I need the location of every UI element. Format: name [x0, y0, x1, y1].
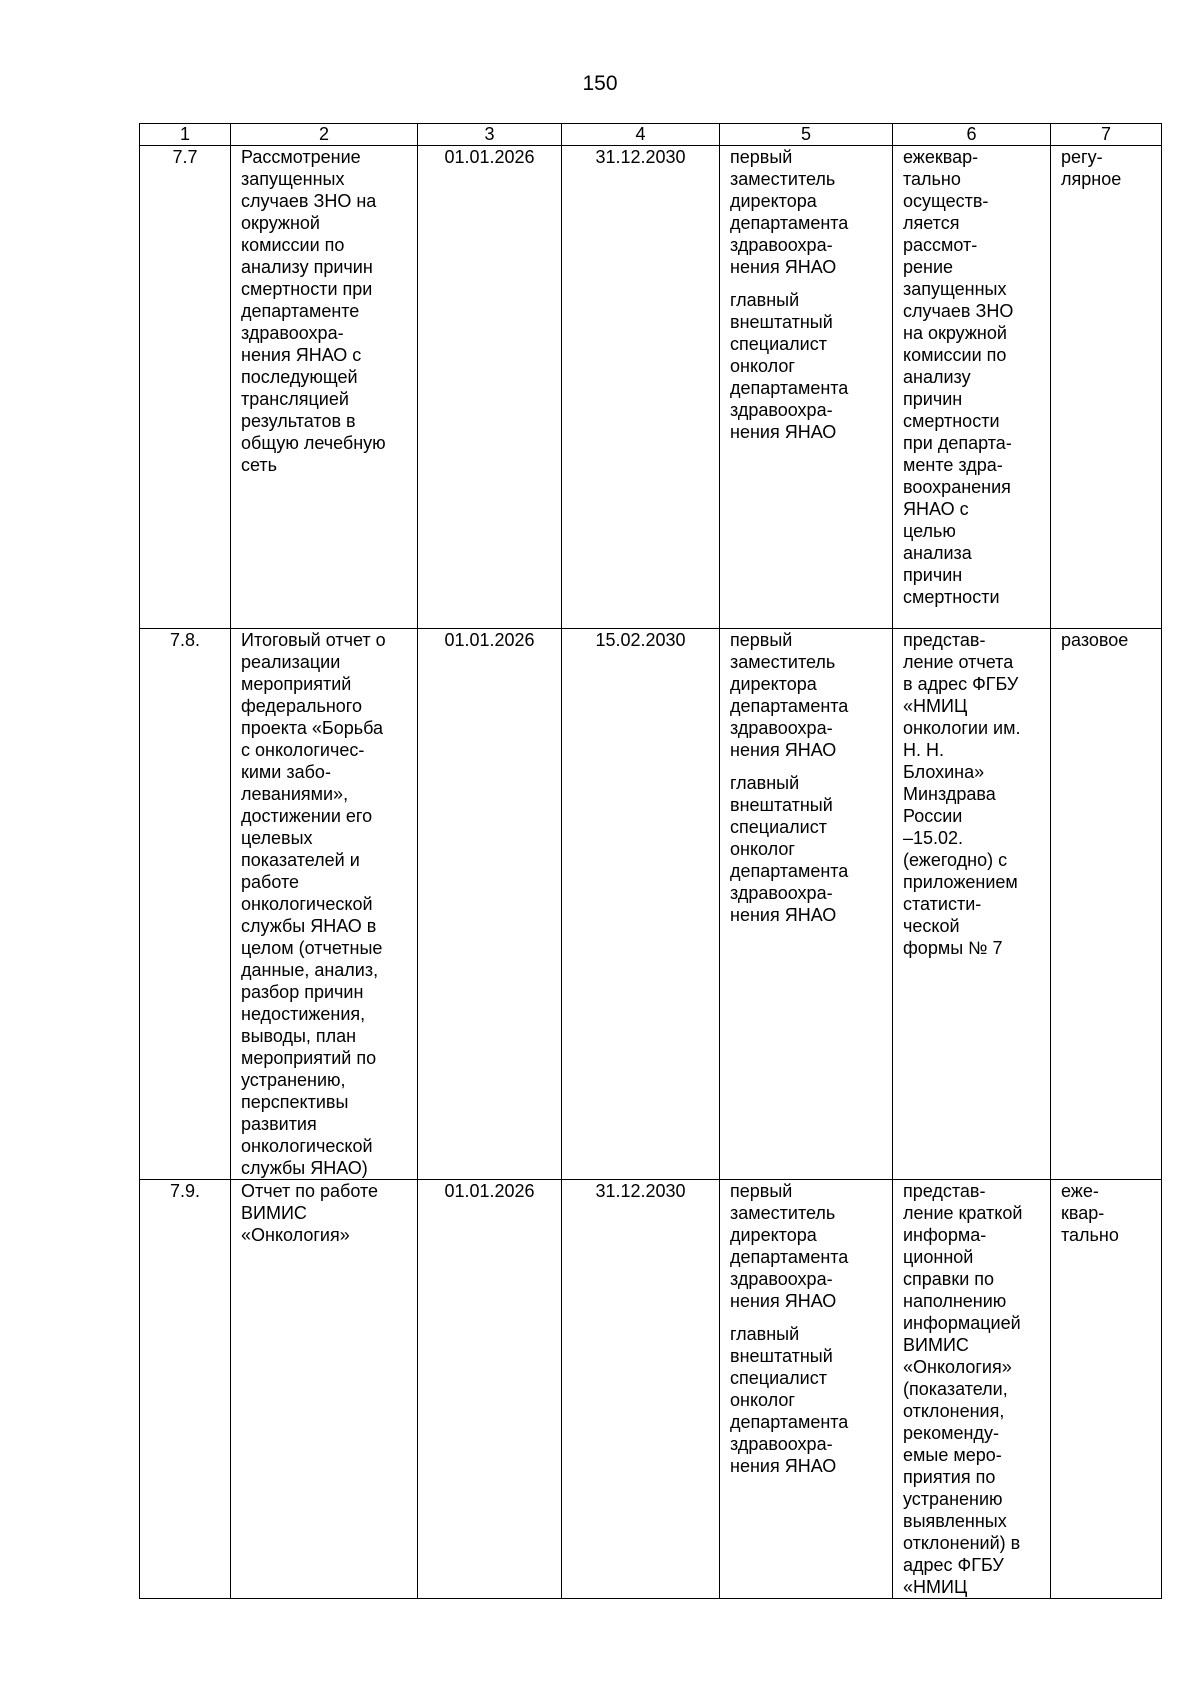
- result-cell: [893, 146, 1051, 629]
- cell-text-line: рекоменду-: [903, 1423, 999, 1443]
- cell-text-line: кими забо-: [241, 762, 331, 782]
- cell-text-line: внештатный: [730, 312, 833, 332]
- cell-text-line: заместитель: [730, 1203, 836, 1223]
- header-cell-7: 7: [1051, 124, 1162, 146]
- cell-text-line: здравоохра-: [730, 1434, 833, 1454]
- start-date-cell: 01.01.2026: [418, 146, 562, 629]
- cell-text-line: комиссии по: [903, 345, 1007, 365]
- cell-text-line: информацией: [903, 1313, 1021, 1333]
- cell-text-line: квар-: [1061, 1203, 1105, 1223]
- cell-text-line: Блохина»: [903, 762, 985, 782]
- cell-text-line: ляется: [903, 213, 960, 233]
- cell-text-line: трансляцией: [241, 389, 349, 409]
- cell-text-line: приятия по: [903, 1467, 996, 1487]
- cell-text-line: «Онкология»: [903, 1357, 1012, 1377]
- result-cell: [893, 629, 1051, 1180]
- cell-text-line: службы ЯНАО в: [241, 916, 377, 936]
- cell-text-line: смертности: [903, 411, 1000, 431]
- cell-text-line: «НМИЦ: [903, 1577, 968, 1597]
- cell-text-line: мероприятий по: [241, 1048, 377, 1068]
- cell-text-line: департамента: [730, 1412, 849, 1432]
- table-row: [140, 146, 1162, 629]
- header-cell-1: 1: [140, 124, 231, 146]
- cell-text-line: наполнению: [903, 1291, 1007, 1311]
- cell-text-line: заместитель: [730, 169, 836, 189]
- cell-text-line: адрес ФГБУ: [903, 1555, 1004, 1575]
- cell-text-line: нения ЯНАО с: [241, 345, 362, 365]
- cell-text-line: реализации: [241, 652, 341, 672]
- cell-text-line: работе: [241, 872, 299, 892]
- cell-text-line: здравоохра-: [241, 323, 344, 343]
- cell-text-line: ление краткой: [903, 1203, 1023, 1223]
- cell-text-line: при департа-: [903, 433, 1012, 453]
- header-cell-6: 6: [893, 124, 1051, 146]
- cell-text-line: онколог: [730, 356, 795, 376]
- paragraph-gap: [730, 1312, 882, 1323]
- cell-text-line: случаев ЗНО на: [241, 191, 377, 211]
- cell-text-line: представ-: [903, 630, 986, 650]
- cell-text-line: мероприятий: [241, 674, 352, 694]
- cell-text-line: анализа: [903, 543, 972, 563]
- cell-text-line: федерального: [241, 696, 362, 716]
- cell-text-line: ЯНАО с: [903, 499, 969, 519]
- cell-text-line: нения ЯНАО: [730, 257, 837, 277]
- cell-text-line: департаменте: [241, 301, 360, 321]
- cell-text-line: лярное: [1061, 169, 1122, 189]
- cell-text-line: смертности при: [241, 279, 373, 299]
- cell-text-line: целевых: [241, 828, 313, 848]
- cell-text-line: нения ЯНАО: [730, 905, 837, 925]
- cell-text-line: анализу причин: [241, 257, 373, 277]
- cell-text-line: причин: [903, 389, 963, 409]
- cell-text-line: смертности: [903, 587, 1000, 607]
- cell-text-line: причин: [903, 565, 963, 585]
- cell-text-line: недостижения,: [241, 1004, 366, 1024]
- cell-text-line: отклонения,: [903, 1401, 1005, 1421]
- cell-text-line: главный: [730, 773, 800, 793]
- event-name-cell: [231, 1180, 418, 1599]
- responsible-cell: [720, 629, 893, 1180]
- cell-text-line: департамента: [730, 378, 849, 398]
- cell-text-line: Рассмотрение: [241, 147, 361, 167]
- cell-text-line: нения ЯНАО: [730, 1456, 837, 1476]
- header-cell-4: 4: [562, 124, 720, 146]
- cell-text-line: внештатный: [730, 1346, 833, 1366]
- cell-text-line: осуществ-: [903, 191, 989, 211]
- cell-text-line: последующей: [241, 367, 358, 387]
- cell-text-line: разбор причин: [241, 982, 364, 1002]
- type-cell: [1051, 629, 1162, 1180]
- row-number-cell: 7.9.: [140, 1180, 231, 1599]
- cell-text-line: воохранения: [903, 477, 1011, 497]
- cell-text-line: онкологической: [241, 894, 373, 914]
- cell-text-line: приложением: [903, 872, 1018, 892]
- cell-text-line: перспективы: [241, 1092, 349, 1112]
- responsible-cell: [720, 1180, 893, 1599]
- cell-text-line: развития: [241, 1114, 317, 1134]
- cell-text-line: здравоохра-: [730, 235, 833, 255]
- cell-text-line: запущенных: [241, 169, 345, 189]
- cell-text-line: онколог: [730, 1390, 795, 1410]
- cell-text-line: онкологии им.: [903, 718, 1021, 738]
- start-date-cell: 01.01.2026: [418, 629, 562, 1180]
- cell-text-line: Минздрава: [903, 784, 996, 804]
- cell-text-line: рассмот-: [903, 235, 978, 255]
- cell-text-line: внештатный: [730, 795, 833, 815]
- cell-text-line: леваниями»,: [241, 784, 349, 804]
- end-date-cell: 15.02.2030: [562, 629, 720, 1180]
- header-cell-5: 5: [720, 124, 893, 146]
- start-date-cell: 01.01.2026: [418, 1180, 562, 1599]
- cell-text-line: тально: [1061, 1225, 1119, 1245]
- cell-text-line: регу-: [1061, 147, 1103, 167]
- cell-text-line: России: [903, 806, 963, 826]
- cell-text-line: результатов в: [241, 411, 356, 431]
- cell-text-line: ежеквар-: [903, 147, 979, 167]
- cell-text-line: целью: [903, 521, 956, 541]
- header-cell-2: 2: [231, 124, 418, 146]
- cell-text-line: выявленных: [903, 1511, 1007, 1531]
- cell-text-line: общую лечебную: [241, 433, 386, 453]
- paragraph-gap: [730, 761, 882, 772]
- table-row: [140, 1180, 1162, 1599]
- cell-text-line: ционной: [903, 1247, 974, 1267]
- cell-text-line: директора: [730, 674, 817, 694]
- end-date-cell: 31.12.2030: [562, 1180, 720, 1599]
- cell-text-line: емые меро-: [903, 1445, 1002, 1465]
- event-name-cell: [231, 629, 418, 1180]
- cell-text-line: директора: [730, 191, 817, 211]
- cell-text-line: формы № 7: [903, 938, 1003, 958]
- row-number-cell: 7.7: [140, 146, 231, 629]
- cell-text-line: Н. Н.: [903, 740, 945, 760]
- cell-text-line: департамента: [730, 861, 849, 881]
- cell-text-line: «Онкология»: [241, 1225, 350, 1245]
- cell-text-line: отклонений) в: [903, 1533, 1021, 1553]
- cell-text-line: анализу: [903, 367, 971, 387]
- cell-text-line: нения ЯНАО: [730, 740, 837, 760]
- cell-text-line: департамента: [730, 1247, 849, 1267]
- cell-text-line: устранению: [903, 1489, 1003, 1509]
- cell-text-line: главный: [730, 290, 800, 310]
- cell-text-line: –15.02.: [903, 828, 964, 848]
- cell-text-line: специалист: [730, 334, 827, 354]
- cell-text-line: представ-: [903, 1181, 986, 1201]
- cell-text-line: Отчет по работе: [241, 1181, 379, 1201]
- page-number: 150: [582, 72, 618, 95]
- cell-text-line: устранению,: [241, 1070, 346, 1090]
- cell-text-line: департамента: [730, 213, 849, 233]
- cell-text-line: ВИМИС: [241, 1203, 307, 1223]
- cell-text-line: менте здра-: [903, 455, 1003, 475]
- cell-text-line: службы ЯНАО): [241, 1158, 368, 1178]
- cell-text-line: ВИМИС: [903, 1335, 969, 1355]
- cell-text-line: тально: [903, 169, 961, 189]
- cell-text-line: сеть: [241, 455, 278, 475]
- cell-text-line: «НМИЦ: [903, 696, 968, 716]
- cell-text-line: Итоговый отчет о: [241, 630, 386, 650]
- type-cell: [1051, 146, 1162, 629]
- cell-text-line: выводы, план: [241, 1026, 357, 1046]
- table-row: [140, 629, 1162, 1180]
- cell-text-line: случаев ЗНО: [903, 301, 1014, 321]
- cell-text-line: (показатели,: [903, 1379, 1008, 1399]
- result-cell: [893, 1180, 1051, 1599]
- cell-text-line: достижении его: [241, 806, 373, 826]
- cell-text-line: окружной: [241, 213, 320, 233]
- cell-text-line: рение: [903, 257, 954, 277]
- end-date-cell: 31.12.2030: [562, 146, 720, 629]
- cell-text-line: заместитель: [730, 652, 836, 672]
- plan-table: [139, 123, 1162, 1599]
- cell-text-line: нения ЯНАО: [730, 1291, 837, 1311]
- cell-text-line: онколог: [730, 839, 795, 859]
- event-name-cell: [231, 146, 418, 629]
- cell-text-line: нения ЯНАО: [730, 422, 837, 442]
- cell-text-line: первый: [730, 630, 793, 650]
- cell-text-line: специалист: [730, 817, 827, 837]
- cell-text-line: здравоохра-: [730, 718, 833, 738]
- cell-text-line: директора: [730, 1225, 817, 1245]
- cell-text-line: проекта «Борьба: [241, 718, 384, 738]
- cell-text-line: показателей и: [241, 850, 360, 870]
- type-cell: [1051, 1180, 1162, 1599]
- header-cell-3: 3: [418, 124, 562, 146]
- cell-text-line: департамента: [730, 696, 849, 716]
- cell-text-line: онкологической: [241, 1136, 373, 1156]
- paragraph-gap: [730, 278, 882, 289]
- cell-text-line: статисти-: [903, 894, 982, 914]
- cell-text-line: ческой: [903, 916, 960, 936]
- row-number-cell: 7.8.: [140, 629, 231, 1180]
- cell-text-line: целом (отчетные: [241, 938, 383, 958]
- cell-text-line: данные, анализ,: [241, 960, 379, 980]
- cell-text-line: специалист: [730, 1368, 827, 1388]
- cell-text-line: еже-: [1061, 1181, 1099, 1201]
- cell-text-line: информа-: [903, 1225, 987, 1245]
- cell-text-line: разовое: [1061, 630, 1129, 650]
- cell-text-line: здравоохра-: [730, 400, 833, 420]
- cell-text-line: здравоохра-: [730, 883, 833, 903]
- cell-text-line: первый: [730, 147, 793, 167]
- cell-text-line: с онкологичес-: [241, 740, 365, 760]
- cell-text-line: ление отчета: [903, 652, 1014, 672]
- cell-text-line: запущенных: [903, 279, 1007, 299]
- cell-text-line: на окружной: [903, 323, 1007, 343]
- cell-text-line: (ежегодно) с: [903, 850, 1008, 870]
- cell-text-line: главный: [730, 1324, 800, 1344]
- cell-text-line: справки по: [903, 1269, 995, 1289]
- header-row: [140, 124, 1162, 146]
- cell-text-line: комиссии по: [241, 235, 345, 255]
- cell-text-line: в адрес ФГБУ: [903, 674, 1019, 694]
- cell-text-line: здравоохра-: [730, 1269, 833, 1289]
- responsible-cell: [720, 146, 893, 629]
- cell-text-line: первый: [730, 1181, 793, 1201]
